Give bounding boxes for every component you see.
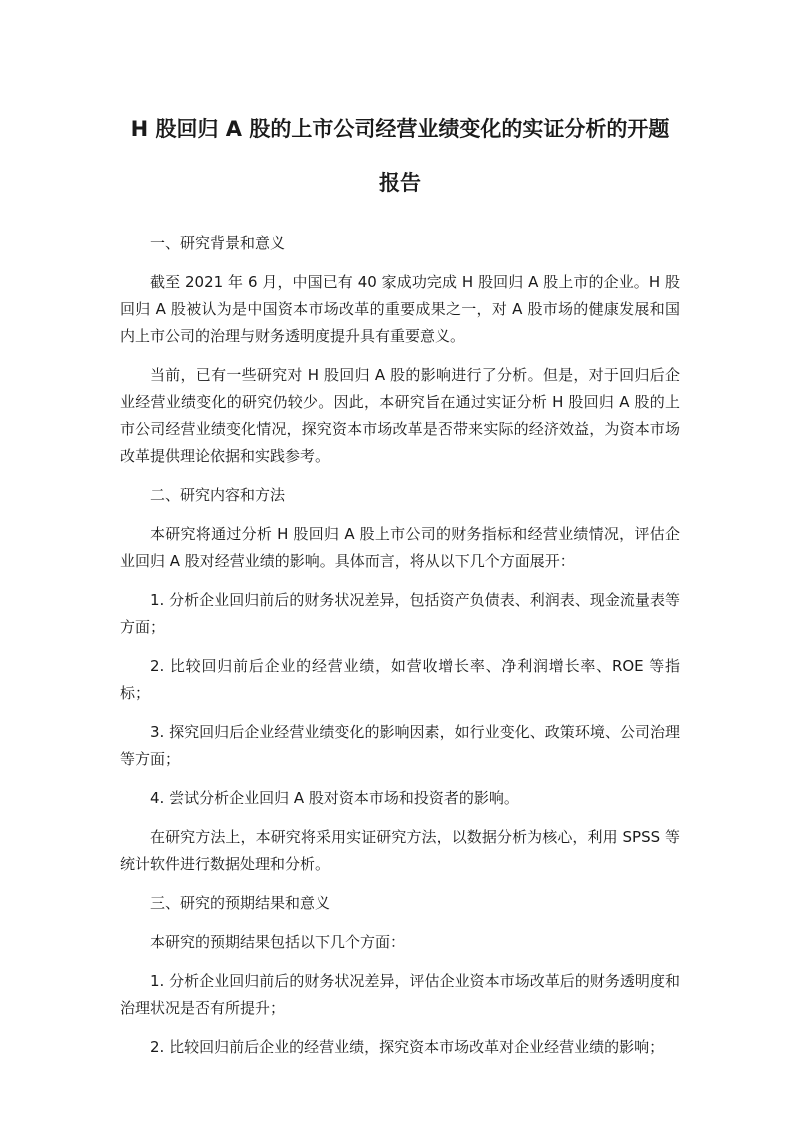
list-item-content-4: 4. 尝试分析企业回归 A 股对资本市场和投资者的影响。 bbox=[150, 789, 519, 807]
paragraph-content-intro: 本研究将通过分析 H 股回归 A 股上市公司的财务指标和经营业绩情况，评估企业回归 A 股对经营业绩的影响。具体而言，将从以下几个方面展开： bbox=[120, 525, 680, 570]
list-item-expected-1: 1. 分析企业回归前后的财务状况差异，评估企业资本市场改革后的财务透明度和治理状况是否有所提升； bbox=[120, 972, 680, 1017]
document-title bbox=[120, 102, 680, 210]
section-heading-background: 一、研究背景和意义 bbox=[150, 234, 286, 252]
paragraph-background-1: 截至 2021 年 6 月，中国已有 40 家成功完成 H 股回归 A 股上市的企业。H 股回归 A 股被认为是中国资本市场改革的重要成果之一，对 A 股市场的健康发展和国内上市公司的治理与财务透明度提升具有重要意义。 bbox=[120, 273, 680, 345]
title-line-1: H 股回归 A 股的上市公司经营业绩变化的实证分析的开题 bbox=[130, 117, 670, 141]
list-item-content-3: 3. 探究回归后企业经营业绩变化的影响因素，如行业变化、政策环境、公司治理等方面； bbox=[120, 723, 680, 768]
paragraph-expected-intro: 本研究的预期结果包括以下几个方面： bbox=[150, 933, 406, 951]
paragraph-background-2: 当前，已有一些研究对 H 股回归 A 股的影响进行了分析。但是，对于回归后企业经营业绩变化的研究仍较少。因此，本研究旨在通过实证分析 H 股回归 A 股的上市公司经营业绩变化情况，探究资本市场改革是否带来实际的经济效益，为资本市场改革提供理论依据和实践参考。 bbox=[120, 366, 680, 465]
section-heading-expected-results: 三、研究的预期结果和意义 bbox=[150, 894, 331, 912]
paragraph-method: 在研究方法上，本研究将采用实证研究方法，以数据分析为核心，利用 SPSS 等统计软件进行数据处理和分析。 bbox=[120, 828, 680, 873]
list-item-expected-2: 2. 比较回归前后企业的经营业绩，探究资本市场改革对企业经营业绩的影响； bbox=[150, 1038, 665, 1056]
list-item-content-1: 1. 分析企业回归前后的财务状况差异，包括资产负债表、利润表、现金流量表等方面； bbox=[120, 591, 680, 636]
title-line-2: 报告 bbox=[379, 171, 421, 195]
list-item-content-2: 2. 比较回归前后企业的经营业绩，如营收增长率、净利润增长率、ROE 等指标； bbox=[120, 657, 680, 702]
section-heading-content-method: 二、研究内容和方法 bbox=[150, 486, 286, 504]
